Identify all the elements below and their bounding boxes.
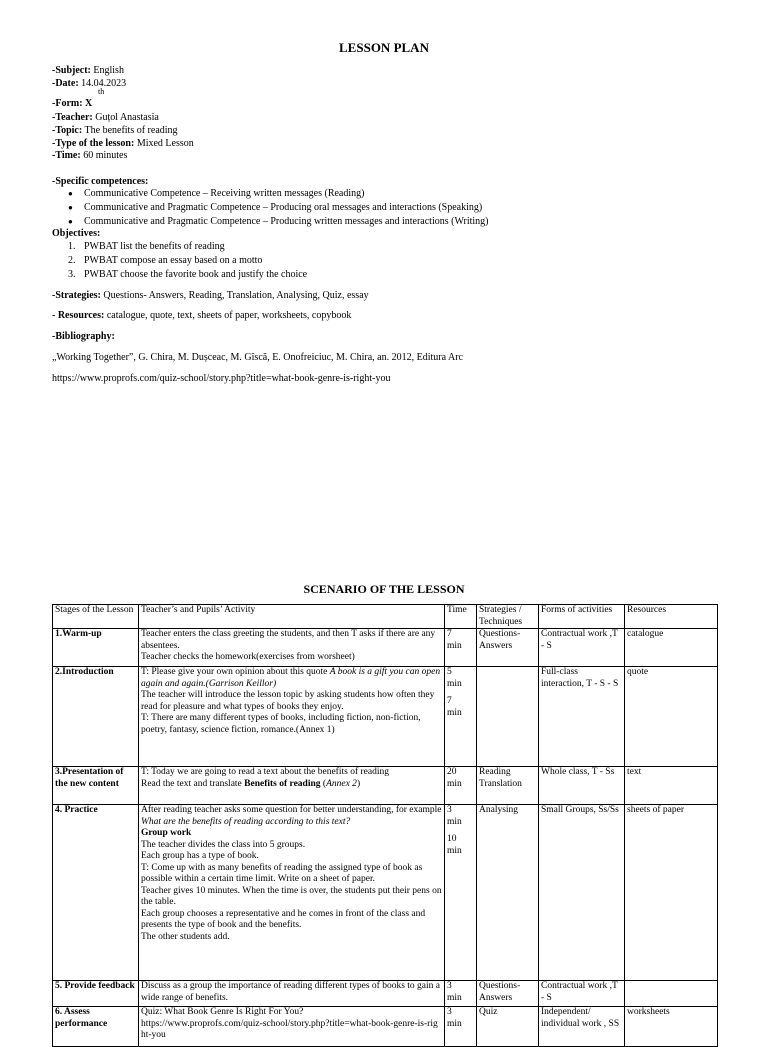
teacher-label: -Teacher: xyxy=(52,112,93,123)
activity-text: The other students add. xyxy=(141,931,230,942)
competence-item: Communicative and Pragmatic Competence – Producing written messages and interactions (Writing) xyxy=(84,216,489,227)
activity-cell: Discuss as a group the importance of reading different types of books to gain a wide range of benefits. xyxy=(139,981,445,1007)
activity-text: Quiz: What Book Genre Is Right For You? xyxy=(141,1007,304,1017)
time-cell xyxy=(445,1007,477,1047)
activity-group-label: Group work xyxy=(141,828,192,838)
activity-text: T: Come up with as many benefits of reading the assigned type of book as possible within a certain time limit. Write on a sheet of paper. xyxy=(141,862,423,884)
time-unit: min xyxy=(447,1018,462,1029)
activity-text: Each group chooses a representative and he comes in front of the class and presents the type of book and the benefits. xyxy=(141,908,426,930)
scenario-title: SCENARIO OF THE LESSON xyxy=(303,582,465,596)
quiz-link[interactable]: https://www.proprofs.com/quiz-school/story.php?title=what-book-genre-is-right-you xyxy=(141,1018,438,1040)
objectives-label: Objectives: xyxy=(52,228,101,239)
strategy-cell: Quiz xyxy=(477,1007,539,1047)
table-header-cell: Stages of the Lesson xyxy=(53,605,139,629)
strategy-cell xyxy=(477,667,539,767)
time-value: 60 minutes xyxy=(80,150,128,161)
activity-text: Teacher checks the homework(exercises from worsheet) xyxy=(141,652,355,662)
table-header-row xyxy=(53,605,718,629)
objective-item: PWBAT compose an essay based on a motto xyxy=(84,255,263,266)
type-label: -Type of the lesson: xyxy=(52,138,135,149)
table-row xyxy=(53,629,718,667)
time-unit: min xyxy=(447,816,462,827)
stage-cell: 5. Provide feedback xyxy=(53,981,139,1007)
resources-cell: quote xyxy=(625,667,718,767)
stage-cell: 3.Presentation of the new content xyxy=(53,767,139,805)
time-cell xyxy=(445,805,477,981)
time-value: 5 xyxy=(447,667,452,677)
forms-cell: Independent/ individual work , SS xyxy=(539,1007,625,1047)
competences-label: -Specific competences: xyxy=(52,176,149,187)
forms-cell: Whole class, T - Ss xyxy=(539,767,625,805)
table-row xyxy=(53,805,718,981)
subject-label: -Subject: xyxy=(52,65,91,76)
topic-line xyxy=(52,125,178,137)
objectives-heading xyxy=(52,228,100,240)
time-unit: min xyxy=(447,678,462,689)
time-unit: min xyxy=(447,845,462,856)
table-header-cell: Strategies / Techniques xyxy=(477,605,539,629)
bullet-icon: ● xyxy=(68,203,73,212)
resources-cell: text xyxy=(625,767,718,805)
competences-heading xyxy=(52,176,148,188)
activity-text xyxy=(141,805,442,828)
resources-label: - Resources: xyxy=(52,310,105,321)
form-line xyxy=(52,98,92,110)
activity-text-title: Benefits of reading xyxy=(244,778,321,789)
table-header-cell: Forms of activities xyxy=(539,605,625,629)
table-row xyxy=(53,767,718,805)
activity-text: Teacher gives 10 minutes. When the time is over, the students put their pens on the table. xyxy=(141,885,442,907)
strategy-cell: Reading Translation xyxy=(477,767,539,805)
activity-quote: A book is a gift you can open again and again.(Garrison Keillor) xyxy=(141,667,441,689)
stage-cell: 2.Introduction xyxy=(53,667,139,767)
strategies-value: Questions- Answers, Reading, Translation, Analysing, Quiz, essay xyxy=(100,290,369,301)
list-number: 3. xyxy=(68,269,76,280)
resources-cell: worksheets xyxy=(625,1007,718,1047)
time-cell xyxy=(445,629,477,667)
time-label: -Time: xyxy=(52,150,81,161)
time-unit: min xyxy=(447,992,462,1003)
activity-intro: After reading teacher asks some question for better understanding, for example xyxy=(141,805,442,815)
form-label: -Form: X xyxy=(52,98,93,109)
form-superscript: th xyxy=(98,87,105,96)
time-value: 10 xyxy=(447,834,457,844)
topic-label: -Topic: xyxy=(52,125,83,136)
date-line xyxy=(52,78,126,90)
activity-text: T: There are many different types of books, including fiction, non-fiction, poetry, fantasy, science fiction, romance.(Annex 1) xyxy=(141,713,421,735)
bullet-icon: ● xyxy=(68,189,73,198)
table-row xyxy=(53,1007,718,1047)
activity-question: What are the benefits of reading according to this text? xyxy=(141,816,351,827)
resources-value: catalogue, quote, text, sheets of paper, worksheets, copybook xyxy=(104,310,352,321)
resources-cell: sheets of paper xyxy=(625,805,718,981)
table-header-cell: Teacher’s and Pupils’ Activity xyxy=(139,605,445,629)
resources-cell: catalogue xyxy=(625,629,718,667)
activity-cell xyxy=(139,629,445,667)
activity-cell xyxy=(139,1007,445,1047)
table-row xyxy=(53,667,718,767)
time-value: 3 xyxy=(447,981,452,991)
bibliography-item: „Working Together”, G. Chira, M. Dușceac, M. Gîscă, E. Onofreiciuc, M. Chira, an. 2012, Editura Arc xyxy=(52,352,463,363)
time-value: 7 xyxy=(447,696,452,706)
activity-text: T: Today we are going to read a text about the benefits of reading xyxy=(141,767,389,777)
subject-value: English xyxy=(90,65,124,76)
time-value: 3 xyxy=(447,1007,452,1017)
time-line xyxy=(52,150,127,162)
activity-text: The teacher will introduce the lesson topic by asking students how often they read for pleasure and what types of books they enjoy. xyxy=(141,690,435,712)
activity-text: Teacher enters the class greeting the students, and then T asks if there are any absentees. xyxy=(141,629,436,651)
activity-text: The teacher divides the class into 5 groups. xyxy=(141,839,306,850)
activity-annex: Annex 2 xyxy=(326,778,357,789)
stage-cell: 1.Warm-up xyxy=(53,629,139,667)
bibliography-label: -Bibliography: xyxy=(52,331,115,342)
forms-cell: Full-class interaction, T - S - S xyxy=(539,667,625,767)
time-cell xyxy=(445,767,477,805)
activity-instruction: Read the text and translate xyxy=(141,778,245,789)
time-value: 7 xyxy=(447,629,452,639)
teacher-line xyxy=(52,112,159,124)
list-number: 2. xyxy=(68,255,76,266)
activity-text xyxy=(141,667,442,690)
activity-text: Read the text and translate Benefits of reading (Annex 2) xyxy=(141,778,361,789)
forms-cell: Contractual work ,T - S xyxy=(539,629,625,667)
time-value: 20 xyxy=(447,767,457,777)
activity-intro: T: Please give your own opinion about this quote xyxy=(141,667,330,677)
strategy-cell: Questions-Answers xyxy=(477,981,539,1007)
resources-cell xyxy=(625,981,718,1007)
time-unit: min xyxy=(447,778,462,789)
strategy-cell: Questions-Answers xyxy=(477,629,539,667)
activity-cell xyxy=(139,667,445,767)
stage-cell: 6. Assess performance xyxy=(53,1007,139,1047)
date-value: 14.04.2023 xyxy=(78,78,127,89)
type-value: Mixed Lesson xyxy=(134,138,194,149)
resources-line xyxy=(52,310,351,322)
time-unit: min xyxy=(447,640,462,651)
table-row xyxy=(53,981,718,1007)
scenario-table xyxy=(52,604,718,1047)
competence-item: Communicative Competence – Receiving written messages (Reading) xyxy=(84,188,365,199)
strategy-cell: Analysing xyxy=(477,805,539,981)
forms-cell: Contractual work ,T - S xyxy=(539,981,625,1007)
bibliography-link[interactable]: https://www.proprofs.com/quiz-school/story.php?title=what-book-genre-is-right-you xyxy=(52,373,391,384)
activity-cell xyxy=(139,767,445,805)
table-header-cell: Resources xyxy=(625,605,718,629)
strategies-line xyxy=(52,290,369,302)
bullet-icon: ● xyxy=(68,217,73,226)
strategies-label: -Strategies: xyxy=(52,290,101,301)
teacher-value: Guțol Anastasia xyxy=(92,112,159,123)
objective-item: PWBAT choose the favorite book and justify the choice xyxy=(84,269,308,280)
type-line xyxy=(52,138,194,150)
activity-cell xyxy=(139,805,445,981)
list-number: 1. xyxy=(68,241,76,252)
objective-item: PWBAT list the benefits of reading xyxy=(84,241,225,252)
time-cell xyxy=(445,981,477,1007)
bibliography-heading xyxy=(52,331,115,343)
time-unit: min xyxy=(447,707,462,718)
activity-text: Each group has a type of book. xyxy=(141,851,259,861)
stage-cell: 4. Practice xyxy=(53,805,139,981)
doc-title: LESSON PLAN xyxy=(339,40,429,55)
date-label: -Date: xyxy=(52,78,79,89)
time-cell xyxy=(445,667,477,767)
subject-line xyxy=(52,65,124,77)
time-value: 3 xyxy=(447,805,452,815)
table-header-cell: Time xyxy=(445,605,477,629)
forms-cell: Small Groups, Ss/Ss xyxy=(539,805,625,981)
competence-item: Communicative and Pragmatic Competence – Producing oral messages and interactions (Speaking) xyxy=(84,202,483,213)
topic-value: The benefits of reading xyxy=(82,125,178,136)
